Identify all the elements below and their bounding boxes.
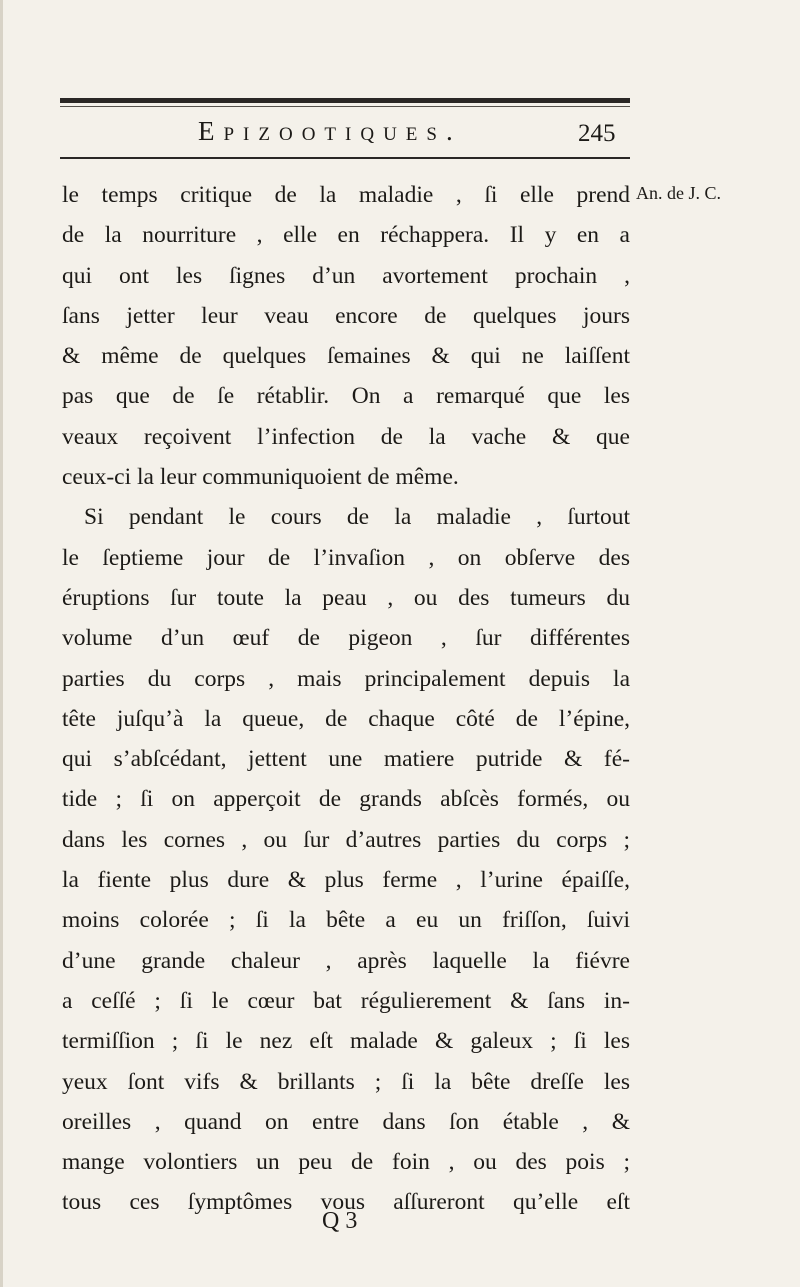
body-text (62, 175, 630, 1223)
text-line: moins colorée ; ſi la bête a eu un friſſon, ſuivi (62, 907, 630, 934)
text-line: de la nourriture , elle en réchappera. Il y en a (62, 222, 630, 249)
text-line: éruptions ſur toute la peau , ou des tumeurs du (62, 584, 630, 611)
text-line: d’une grande chaleur , après laquelle la fiévre (62, 947, 630, 974)
page-number: 245 (578, 120, 616, 147)
header-rule-bottom (60, 157, 630, 159)
text-line: dans les cornes , ou ſur d’autres parties du corps ; (62, 826, 630, 853)
text-line: tête juſqu’à la queue, de chaque côté de l’épine, (62, 705, 630, 732)
header-rule-thick (60, 98, 630, 103)
text-line: pas que de ſe rétablir. On a remarqué que les (62, 383, 630, 410)
text-line: tous ces ſymptômes vous aſſureront qu’elle eſt (62, 1189, 630, 1216)
running-head: Epizootiques. (198, 116, 462, 146)
text-line: tide ; ſi on apperçoit de grands abſcès formés, ou (62, 786, 630, 813)
signature-mark: Q 3 (322, 1208, 358, 1234)
text-line: yeux ſont vifs & brillants ; ſi la bête dreſſe les (62, 1068, 630, 1095)
text-line: parties du corps , mais principalement depuis la (62, 665, 630, 692)
text-line: Si pendant le cours de la maladie , ſurtout (84, 504, 630, 531)
margin-note: An. de J. C. (636, 183, 721, 203)
text-line: ſans jetter leur veau encore de quelques jours (62, 302, 630, 329)
text-line: le temps critique de la maladie , ſi elle prend (62, 182, 630, 208)
text-line: termiſſion ; ſi le nez eſt malade & galeux ; ſi les (62, 1028, 630, 1055)
text-line: volume d’un œuf de pigeon , ſur différentes (62, 625, 630, 652)
text-line: la fiente plus dure & plus ferme , l’urine épaiſſe, (62, 867, 630, 894)
text-line: qui ont les ſignes d’un avortement prochain , (62, 262, 630, 289)
text-line: qui s’abſcédant, jettent une matiere putride & fé- (62, 746, 630, 773)
text-line: le ſeptieme jour de l’invaſion , on obſerve des (62, 544, 630, 571)
page-gutter-shadow (0, 0, 3, 1287)
text-line: a ceſſé ; ſi le cœur bat régulierement & ſans in- (62, 987, 630, 1014)
header-rule-thin (60, 106, 630, 107)
text-line: veaux reçoivent l’infection de la vache & que (62, 423, 630, 450)
text-line: ceux-ci la leur communiquoient de même. (62, 464, 459, 491)
text-line: mange volontiers un peu de foin , ou des pois ; (62, 1149, 630, 1176)
text-line: oreilles , quand on entre dans ſon étable , & (62, 1108, 630, 1135)
text-line: & même de quelques ſemaines & qui ne laiſſent (62, 343, 630, 370)
